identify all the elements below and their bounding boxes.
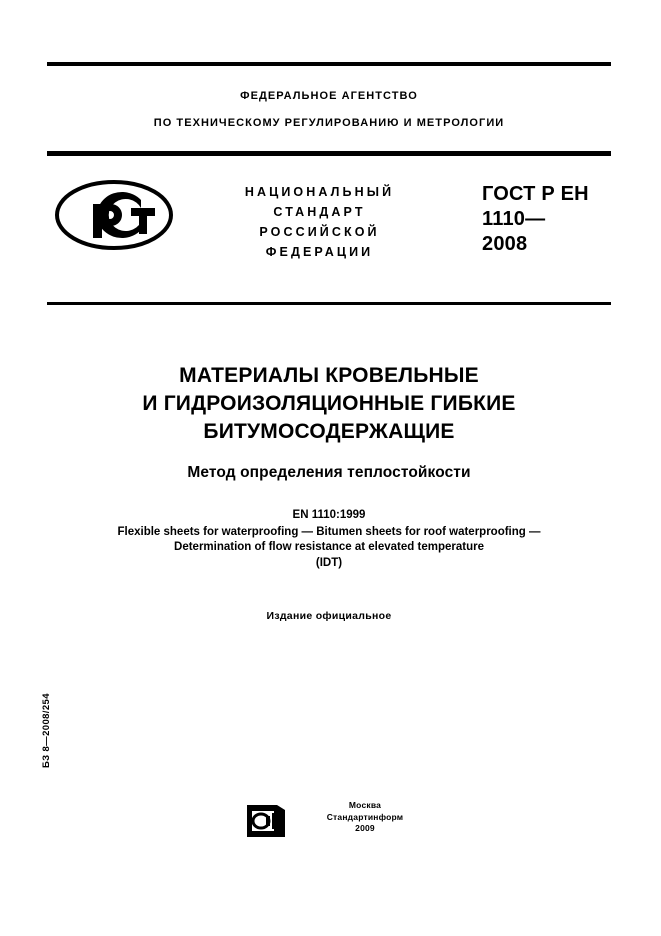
page-title-line-2: И ГИДРОИЗОЛЯЦИОННЫЕ ГИБКИЕ [142,392,516,415]
publisher-imprint [295,800,435,835]
national-standard-line-1: НАЦИОНАЛЬНЫЙ [244,185,395,199]
header-rule-middle [47,151,611,156]
national-standard-line-3: РОССИЙСКОЙ [259,225,380,239]
publisher-city: Москва [348,800,382,810]
page-subtitle: Метод определения теплостойкости [187,464,471,481]
en-reference-block [47,508,611,571]
standard-designation-line-2: 1110— [482,208,546,230]
national-standard-line-2: СТАНДАРТ [273,205,366,219]
standard-designation [482,182,657,257]
publisher-block [47,798,611,850]
agency-name-line-1: ФЕДЕРАЛЬНОЕ АГЕНТСТВО [240,90,418,102]
en-title-line-1: Flexible sheets for waterproofing — Bitumen sheets for roof waterproofing — [117,525,541,538]
side-margin-code: БЗ 8—2008/254 [41,693,52,768]
page-title-line-3: БИТУМОСОДЕРЖАЩИЕ [203,420,455,443]
en-standard-id: EN 1110:1999 [292,509,366,521]
header-rule-bottom [47,302,611,305]
en-title-line-2: Determination of flow resistance at elevated temperature [174,541,484,553]
publisher-year: 2009 [355,823,375,833]
standard-designation-line-1: ГОСТ Р ЕН [482,183,589,205]
page-title [47,362,611,446]
standartinform-emblem-icon [245,801,287,839]
standard-identity-band [47,170,611,290]
standard-designation-line-3: 2008 [482,233,528,255]
en-equivalence-degree: (IDT) [315,556,343,569]
national-standard-line-4: ФЕДЕРАЦИИ [265,245,374,259]
gost-r-certification-mark-icon [53,178,175,252]
publisher-name: Стандартинформ [326,811,404,822]
page-title-line-1: МАТЕРИАЛЫ КРОВЕЛЬНЫЕ [179,364,479,387]
agency-name-line-2: ПО ТЕХНИЧЕСКОМУ РЕГУЛИРОВАНИЮ И МЕТРОЛОГИИ [153,117,505,129]
official-edition-note: Издание официальное [266,610,392,622]
national-standard-heading [197,182,442,262]
header-rule-top [47,62,611,66]
